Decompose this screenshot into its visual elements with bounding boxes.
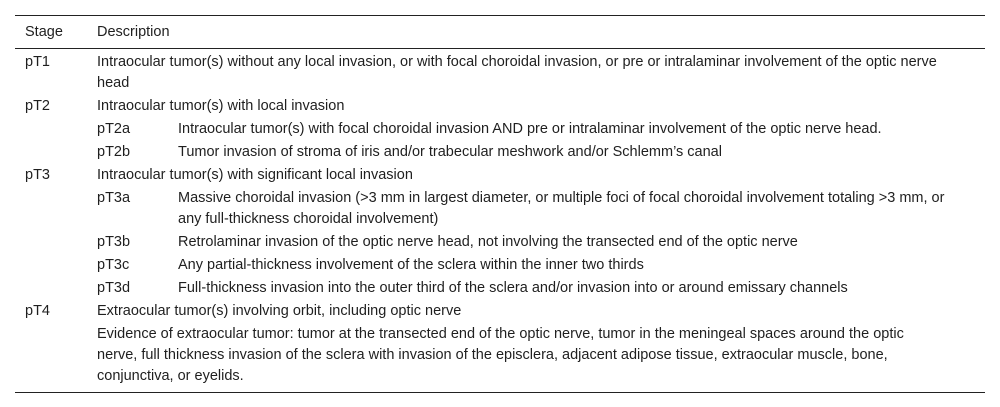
substage-row	[15, 255, 985, 276]
description-cell: Extraocular tumor(s) involving orbit, including optic nerve	[97, 303, 462, 319]
table-row	[15, 165, 985, 186]
table-row	[15, 301, 985, 322]
stage-cell: pT3	[25, 167, 50, 183]
description-cell: Intraocular tumor(s) with local invasion	[97, 98, 345, 114]
table-row	[15, 96, 985, 117]
stage-cell: pT1	[25, 54, 50, 70]
substage-text: Any partial-thickness involvement of the sclera within the inner two thirds	[178, 257, 644, 273]
substage-code: pT2b	[97, 144, 131, 160]
stage-cell: pT2	[25, 98, 50, 114]
staging-table	[15, 15, 985, 393]
substage-row	[15, 188, 985, 230]
header-description: Description	[97, 24, 170, 40]
substage-row	[15, 119, 985, 140]
description-cell: Intraocular tumor(s) without any local invasion, or with focal choroidal invasion, or pre or intralaminar involvement of the optic nerve head	[97, 54, 937, 91]
substage-code: pT3a	[97, 190, 131, 206]
substage-code: pT3b	[97, 234, 131, 250]
substage-row	[15, 142, 985, 163]
substage-code: pT2a	[97, 121, 131, 137]
substage-text: Retrolaminar invasion of the optic nerve head, not involving the transected end of the optic nerve	[178, 234, 798, 250]
substage-code: pT3c	[97, 257, 130, 273]
substage-code: pT3d	[97, 280, 131, 296]
substage-text: Full-thickness invasion into the outer third of the sclera and/or invasion into or around emissary channels	[178, 280, 848, 296]
substage-row	[15, 232, 985, 253]
pt4-note: Evidence of extraocular tumor: tumor at the transected end of the optic nerve, tumor in the meningeal spaces around the optic nerve, full thickness invasion of the sclera with invasion of the episclera, adjacent adipose tissue, extraocular muscle, bone, conjunctiva, or eyelids.	[97, 326, 904, 384]
table-row	[15, 52, 985, 94]
substage-text: Intraocular tumor(s) with focal choroidal invasion AND pre or intralaminar involvement of the optic nerve head.	[178, 121, 882, 137]
stage-cell: pT4	[25, 303, 50, 319]
table-body	[15, 49, 985, 392]
table-header	[15, 16, 985, 49]
substage-text: Massive choroidal invasion (>3 mm in largest diameter, or multiple foci of focal choroidal involvement totaling >3 mm, or any full-thickness choroidal involvement)	[178, 190, 945, 227]
description-cell: Intraocular tumor(s) with significant local invasion	[97, 167, 413, 183]
header-stage: Stage	[25, 24, 63, 40]
substage-row	[15, 278, 985, 299]
substage-text: Tumor invasion of stroma of iris and/or trabecular meshwork and/or Schlemm’s canal	[178, 144, 722, 160]
